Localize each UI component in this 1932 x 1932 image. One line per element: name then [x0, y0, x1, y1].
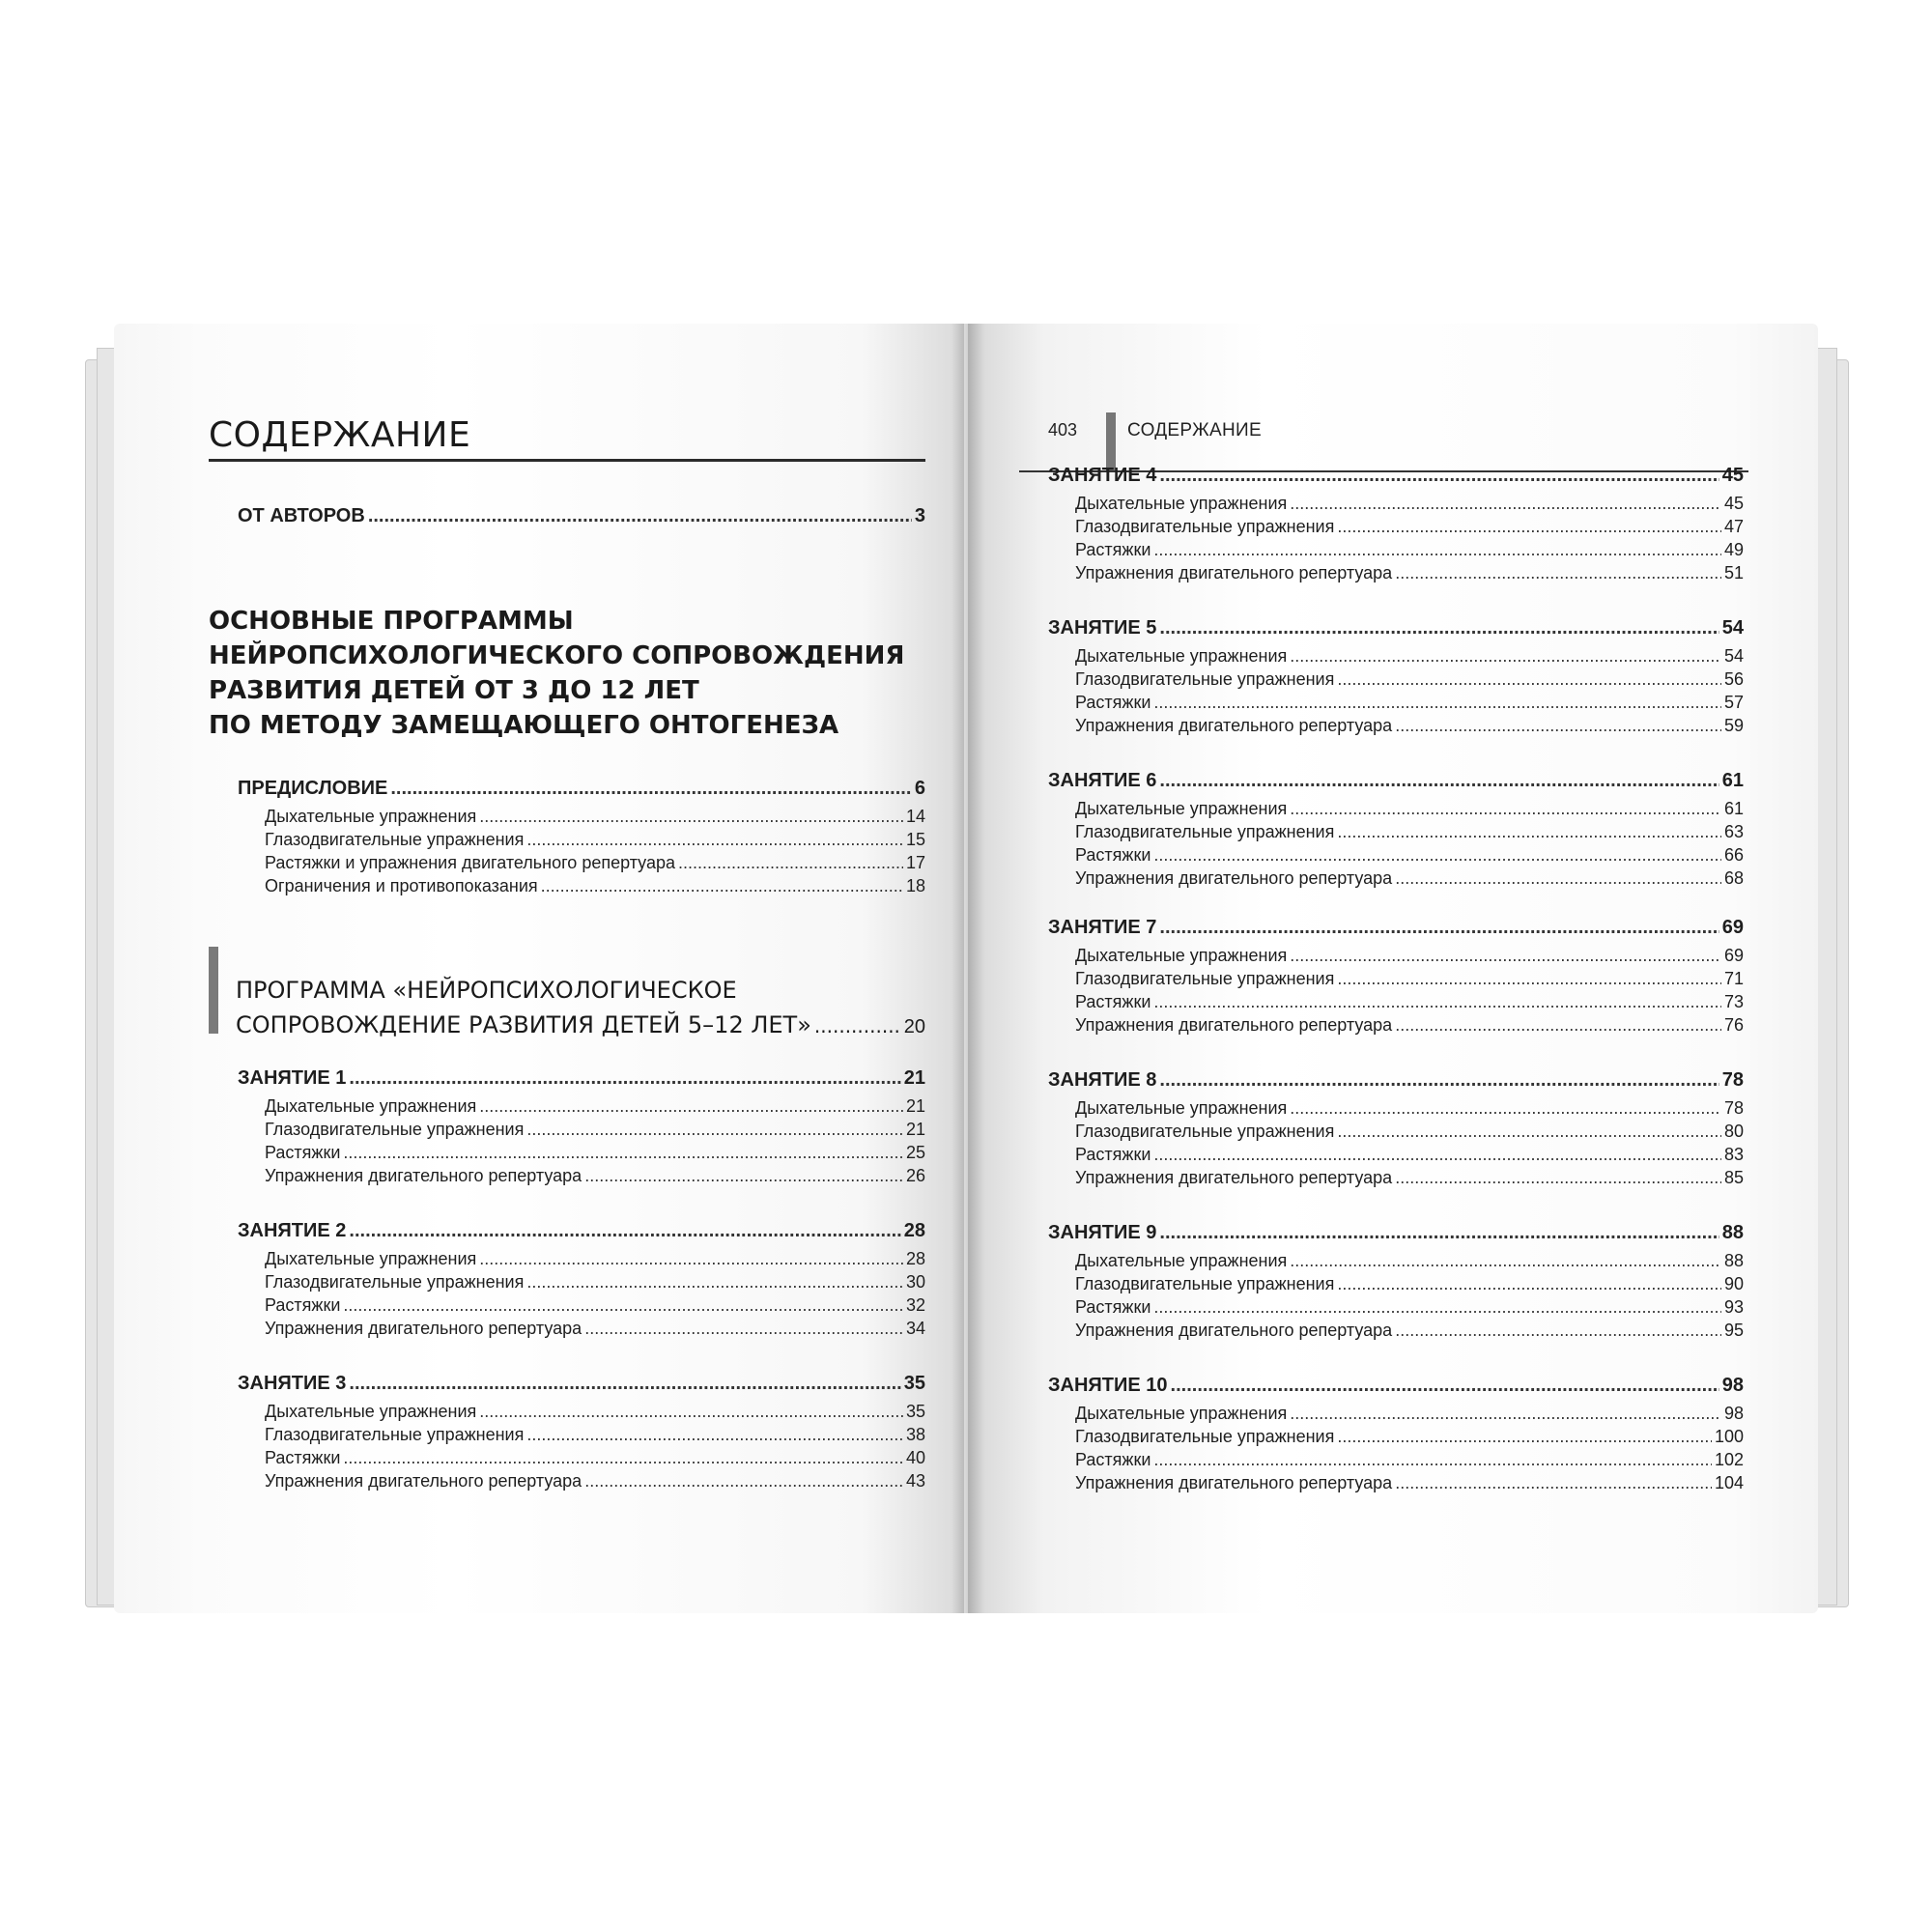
- toc-subentry[interactable]: [265, 1448, 925, 1468]
- toc-subentry[interactable]: [265, 876, 925, 896]
- toc-entry-label: Дыхательные упражнения: [1075, 1098, 1288, 1118]
- toc-entry-label: Упражнения двигательного репертуара: [265, 1166, 582, 1185]
- running-title: СОДЕРЖАНИЕ: [1127, 420, 1262, 440]
- toc-page-number: 49: [1723, 540, 1744, 559]
- toc-subentry[interactable]: [1075, 1168, 1744, 1188]
- toc-page-number: 69: [1723, 946, 1744, 965]
- toc-entry-label: Упражнения двигательного репертуара: [1075, 1473, 1393, 1492]
- toc-leader-dots: [1337, 1274, 1721, 1294]
- toc-subentry[interactable]: [1075, 494, 1744, 514]
- toc-entry-label: Глазодвигательные упражнения: [265, 830, 525, 849]
- toc-page-number: 76: [1723, 1015, 1744, 1035]
- toc-leader-dots: [584, 1319, 903, 1339]
- program-title-text: СОПРОВОЖДЕНИЕ РАЗВИТИЯ ДЕТЕЙ 5–12 ЛЕТ»: [236, 1011, 811, 1038]
- toc-leader-dots: [1153, 1145, 1721, 1165]
- toc-entry-label: Растяжки: [1075, 540, 1151, 559]
- toc-page-number: 57: [1723, 693, 1744, 712]
- toc-entry-lesson-3[interactable]: [238, 1373, 925, 1395]
- toc-page-number: 47: [1723, 517, 1744, 536]
- toc-page-number: 43: [905, 1471, 925, 1491]
- toc-entry-label: Дыхательные упражнения: [1075, 799, 1288, 818]
- toc-leader-dots: [541, 876, 903, 896]
- toc-page-number: 35: [905, 1402, 925, 1421]
- toc-leader-dots: [1290, 494, 1721, 514]
- toc-leader-dots: [1153, 540, 1721, 560]
- toc-page-number: 34: [905, 1319, 925, 1338]
- toc-entry-label: Растяжки: [1075, 845, 1151, 865]
- toc-subentry[interactable]: [1075, 799, 1744, 819]
- header-marker-bar: [1106, 412, 1116, 470]
- toc-subentry[interactable]: [1075, 1251, 1744, 1271]
- toc-entry-label: Растяжки: [265, 1295, 341, 1315]
- toc-page-number: 14: [905, 807, 925, 826]
- toc-entry-label: ЗАНЯТИЕ 5: [1048, 617, 1157, 639]
- toc-page-number: 73: [1723, 992, 1744, 1011]
- toc-entry-label: ЗАНЯТИЕ 6: [1048, 770, 1157, 791]
- section-heading-line: ОСНОВНЫЕ ПРОГРАММЫ: [209, 607, 574, 636]
- toc-subentry[interactable]: [265, 807, 925, 827]
- toc-leader-dots: [1337, 1122, 1721, 1142]
- toc-page-number: 6: [914, 778, 925, 799]
- toc-subentry[interactable]: [1075, 845, 1744, 866]
- toc-page-number: 25: [905, 1143, 925, 1162]
- toc-entry-label: Растяжки: [265, 1143, 341, 1162]
- toc-page-number: 104: [1714, 1473, 1744, 1492]
- toc-subentry[interactable]: [265, 1319, 925, 1339]
- section-heading-line: НЕЙРОПСИХОЛОГИЧЕСКОГО СОПРОВОЖДЕНИЯ: [209, 641, 905, 670]
- toc-leader-dots: [479, 1402, 903, 1422]
- toc-leader-dots: [1153, 1297, 1721, 1318]
- toc-page-number: 98: [1723, 1404, 1744, 1423]
- title-rule: [209, 459, 925, 462]
- toc-subentry[interactable]: [1075, 868, 1744, 889]
- toc-subentry[interactable]: [1075, 1473, 1744, 1493]
- toc-subentry[interactable]: [265, 853, 925, 873]
- toc-leader-dots: [349, 1067, 900, 1090]
- toc-entry-label: Дыхательные упражнения: [1075, 1404, 1288, 1423]
- page-title: СОДЕРЖАНИЕ: [209, 415, 471, 455]
- toc-leader-dots: [1337, 517, 1721, 537]
- toc-entry-label: Ограничения и противопоказания: [265, 876, 538, 895]
- toc-page-number: 35: [903, 1373, 925, 1394]
- toc-page-number: 88: [1721, 1222, 1744, 1243]
- toc-page-number: 85: [1723, 1168, 1744, 1187]
- toc-subentry[interactable]: [1075, 992, 1744, 1012]
- toc-leader-dots: [479, 807, 903, 827]
- toc-entry-label: ЗАНЯТИЕ 10: [1048, 1375, 1168, 1396]
- toc-subentry[interactable]: [1075, 1145, 1744, 1165]
- toc-subentry[interactable]: [1075, 693, 1744, 713]
- toc-page-number: 26: [905, 1166, 925, 1185]
- toc-entry-lesson-7[interactable]: [1048, 917, 1744, 939]
- toc-subentry[interactable]: [1075, 1450, 1744, 1470]
- toc-leader-dots: [1395, 1473, 1712, 1493]
- toc-page-number: 61: [1723, 799, 1744, 818]
- toc-leader-dots: [343, 1448, 903, 1468]
- toc-entry-lesson-4[interactable]: [1048, 465, 1744, 487]
- toc-leader-dots: [584, 1471, 903, 1492]
- toc-page-number: 88: [1723, 1251, 1744, 1270]
- toc-page-number: 83: [1723, 1145, 1744, 1164]
- toc-entry-label: Дыхательные упражнения: [265, 807, 477, 826]
- toc-leader-dots: [1159, 617, 1719, 639]
- toc-entry-label: ЗАНЯТИЕ 3: [238, 1373, 347, 1394]
- toc-entry-label: Глазодвигательные упражнения: [1075, 1122, 1335, 1141]
- toc-page-number: 45: [1721, 465, 1744, 486]
- toc-subentry[interactable]: [1075, 563, 1744, 583]
- toc-entry-label: Дыхательные упражнения: [265, 1096, 477, 1116]
- toc-page-number: 93: [1723, 1297, 1744, 1317]
- toc-entry-label: Упражнения двигательного репертуара: [1075, 716, 1393, 735]
- toc-page-number: 45: [1723, 494, 1744, 513]
- toc-leader-dots: [1395, 868, 1721, 889]
- program-marker-bar: [209, 947, 218, 1034]
- toc-entry-label: Дыхательные упражнения: [1075, 946, 1288, 965]
- toc-subentry[interactable]: [1075, 669, 1744, 690]
- toc-page-number: 3: [914, 505, 925, 526]
- toc-page-number: 21: [905, 1120, 925, 1139]
- toc-entry-authors[interactable]: [238, 505, 925, 527]
- section-heading: [209, 604, 904, 743]
- toc-leader-dots: [1337, 1427, 1712, 1447]
- toc-page-number: 20: [903, 1016, 925, 1037]
- toc-entry-label: Глазодвигательные упражнения: [265, 1272, 525, 1292]
- toc-entry-label: ЗАНЯТИЕ 2: [238, 1220, 347, 1241]
- toc-subentry[interactable]: [265, 1166, 925, 1186]
- toc-leader-dots: [349, 1373, 900, 1395]
- toc-entry-label: Дыхательные упражнения: [265, 1402, 477, 1421]
- toc-page-number: 102: [1714, 1450, 1744, 1469]
- toc-subentry[interactable]: [1075, 646, 1744, 667]
- toc-entry-lesson-10[interactable]: [1048, 1375, 1744, 1397]
- toc-entry-label: Упражнения двигательного репертуара: [1075, 1168, 1393, 1187]
- toc-entry-lesson-5[interactable]: [1048, 617, 1744, 639]
- toc-page-number: 61: [1721, 770, 1744, 791]
- toc-leader-dots: [343, 1143, 903, 1163]
- toc-subentry[interactable]: [265, 1295, 925, 1316]
- toc-leader-dots: [1159, 465, 1719, 487]
- toc-leader-dots: [526, 1120, 903, 1140]
- toc-leader-dots: [1153, 992, 1721, 1012]
- toc-page-number: 66: [1723, 845, 1744, 865]
- toc-page-number: 40: [905, 1448, 925, 1467]
- page-number: 403: [1048, 420, 1078, 440]
- toc-subentry[interactable]: [1075, 822, 1744, 842]
- toc-subentry[interactable]: [265, 1272, 925, 1293]
- toc-page-number: 98: [1721, 1375, 1744, 1396]
- toc-leader-dots: [479, 1096, 903, 1117]
- toc-leader-dots: [1395, 1321, 1721, 1341]
- toc-page-number: 32: [905, 1295, 925, 1315]
- toc-subentry[interactable]: [265, 1143, 925, 1163]
- toc-entry-label: ЗАНЯТИЕ 9: [1048, 1222, 1157, 1243]
- toc-page-number: 30: [905, 1272, 925, 1292]
- section-heading-line: ПО МЕТОДУ ЗАМЕЩАЮЩЕГО ОНТОГЕНЕЗА: [209, 711, 839, 740]
- toc-entry-label: Глазодвигательные упражнения: [265, 1425, 525, 1444]
- toc-entry-lesson-1[interactable]: [238, 1067, 925, 1090]
- toc-leader-dots: [1395, 1015, 1721, 1036]
- toc-subentry[interactable]: [1075, 969, 1744, 989]
- toc-page-number: 63: [1723, 822, 1744, 841]
- toc-entry-label: Упражнения двигательного репертуара: [1075, 868, 1393, 888]
- toc-leader-dots: [1290, 646, 1721, 667]
- toc-page-number: 54: [1723, 646, 1744, 666]
- toc-leader-dots: [1395, 716, 1721, 736]
- toc-leader-dots: [479, 1249, 903, 1269]
- toc-entry-label: Растяжки и упражнения двигательного репертуара: [265, 853, 675, 872]
- toc-subentry[interactable]: [1075, 1274, 1744, 1294]
- toc-subentry[interactable]: [265, 1096, 925, 1117]
- toc-subentry[interactable]: [1075, 716, 1744, 736]
- toc-subentry[interactable]: [1075, 1122, 1744, 1142]
- toc-page-number: 71: [1723, 969, 1744, 988]
- toc-page-number: 17: [905, 853, 925, 872]
- toc-subentry[interactable]: [1075, 540, 1744, 560]
- toc-subentry[interactable]: [1075, 1321, 1744, 1341]
- toc-entry-label: Растяжки: [1075, 1297, 1151, 1317]
- toc-entry-label: Упражнения двигательного репертуара: [1075, 1015, 1393, 1035]
- toc-page-number: 95: [1723, 1321, 1744, 1340]
- toc-entry-label: Дыхательные упражнения: [1075, 1251, 1288, 1270]
- toc-leader-dots: [1290, 799, 1721, 819]
- toc-page-number: 28: [903, 1220, 925, 1241]
- toc-subentry[interactable]: [1075, 1098, 1744, 1119]
- toc-leader-dots: [526, 830, 903, 850]
- toc-entry-label: ЗАНЯТИЕ 4: [1048, 465, 1157, 486]
- toc-page-number: 69: [1721, 917, 1744, 938]
- toc-page-number: 51: [1723, 563, 1744, 582]
- toc-leader-dots: [584, 1166, 903, 1186]
- toc-subentry[interactable]: [265, 1425, 925, 1445]
- book-spine-shadow: [952, 324, 984, 1613]
- toc-entry-lesson-6[interactable]: [1048, 770, 1744, 792]
- toc-entry-program[interactable]: [236, 973, 925, 1044]
- toc-subentry[interactable]: [265, 830, 925, 850]
- toc-page-number: 78: [1723, 1098, 1744, 1118]
- toc-subentry[interactable]: [1075, 946, 1744, 966]
- toc-leader-dots: [1290, 1098, 1721, 1119]
- toc-subentry[interactable]: [1075, 1297, 1744, 1318]
- toc-entry-label: ОТ АВТОРОВ: [238, 505, 365, 526]
- toc-leader-dots: [526, 1272, 903, 1293]
- toc-leader-dots: [1290, 1251, 1721, 1271]
- toc-entry-lesson-2[interactable]: [238, 1220, 925, 1242]
- toc-entry-label: Растяжки: [1075, 1450, 1151, 1469]
- toc-leader-dots: [1153, 845, 1721, 866]
- toc-page-number: 90: [1723, 1274, 1744, 1293]
- toc-entry-label: ЗАНЯТИЕ 7: [1048, 917, 1157, 938]
- toc-leader-dots: [1171, 1375, 1719, 1397]
- toc-page-number: 56: [1723, 669, 1744, 689]
- toc-entry-label: Дыхательные упражнения: [1075, 646, 1288, 666]
- toc-subentry[interactable]: [265, 1471, 925, 1492]
- toc-entry-label: Дыхательные упражнения: [1075, 494, 1288, 513]
- toc-leader-dots: [1395, 563, 1721, 583]
- toc-page-number: 28: [905, 1249, 925, 1268]
- toc-entry-lesson-9[interactable]: [1048, 1222, 1744, 1244]
- toc-entry-label: Растяжки: [1075, 693, 1151, 712]
- toc-entry-label: Глазодвигательные упражнения: [1075, 969, 1335, 988]
- toc-leader-dots: [1153, 693, 1721, 713]
- toc-page-number: 18: [905, 876, 925, 895]
- toc-entry-label: Глазодвигательные упражнения: [1075, 517, 1335, 536]
- toc-leader-dots: [1290, 1404, 1721, 1424]
- toc-page-number: 54: [1721, 617, 1744, 639]
- toc-entry-label: ПРЕДИСЛОВИЕ: [238, 778, 388, 799]
- toc-leader-dots: [1153, 1450, 1712, 1470]
- toc-entry-label: Глазодвигательные упражнения: [1075, 1274, 1335, 1293]
- toc-entry-label: Растяжки: [265, 1448, 341, 1467]
- toc-page-number: 59: [1723, 716, 1744, 735]
- toc-entry-label: Глазодвигательные упражнения: [1075, 822, 1335, 841]
- toc-page-number: 78: [1721, 1069, 1744, 1091]
- toc-leader-dots: [1290, 946, 1721, 966]
- program-title-line: ПРОГРАММА «НЕЙРОПСИХОЛОГИЧЕСКОЕ: [236, 977, 737, 1004]
- toc-subentry[interactable]: [265, 1249, 925, 1269]
- toc-leader-dots: [1159, 770, 1719, 792]
- toc-page-number: 21: [905, 1096, 925, 1116]
- toc-entry-label: Глазодвигательные упражнения: [1075, 1427, 1335, 1446]
- toc-entry-label: Упражнения двигательного репертуара: [1075, 563, 1393, 582]
- toc-leader-dots: [1337, 822, 1721, 842]
- toc-page-number: 68: [1723, 868, 1744, 888]
- toc-subentry[interactable]: [265, 1120, 925, 1140]
- toc-entry-label: Растяжки: [1075, 992, 1151, 1011]
- toc-leader-dots: [343, 1295, 903, 1316]
- toc-entry-label: ЗАНЯТИЕ 8: [1048, 1069, 1157, 1091]
- toc-leader-dots: [1159, 1069, 1719, 1092]
- toc-subentry[interactable]: [1075, 1015, 1744, 1036]
- section-heading-line: РАЗВИТИЯ ДЕТЕЙ ОТ 3 ДО 12 ЛЕТ: [209, 676, 699, 705]
- toc-entry-label: ЗАНЯТИЕ 1: [238, 1067, 347, 1089]
- toc-leader-dots: [368, 505, 912, 527]
- toc-entry-preface[interactable]: [238, 778, 925, 800]
- left-page: [114, 324, 964, 1613]
- toc-page-number: 80: [1723, 1122, 1744, 1141]
- toc-leader-dots: [678, 853, 903, 873]
- toc-leader-dots: [814, 1009, 901, 1043]
- right-page: [968, 324, 1818, 1613]
- toc-subentry[interactable]: [1075, 517, 1744, 537]
- toc-entry-label: Растяжки: [1075, 1145, 1151, 1164]
- toc-leader-dots: [1337, 669, 1721, 690]
- toc-entry-label: Глазодвигательные упражнения: [1075, 669, 1335, 689]
- program-title-line: [236, 1008, 925, 1044]
- toc-entry-label: Упражнения двигательного репертуара: [265, 1471, 582, 1491]
- toc-leader-dots: [1337, 969, 1721, 989]
- toc-entry-label: Упражнения двигательного репертуара: [265, 1319, 582, 1338]
- toc-leader-dots: [526, 1425, 903, 1445]
- toc-leader-dots: [1159, 1222, 1719, 1244]
- toc-entry-lesson-8[interactable]: [1048, 1069, 1744, 1092]
- toc-leader-dots: [1159, 917, 1719, 939]
- toc-subentry[interactable]: [265, 1402, 925, 1422]
- toc-leader-dots: [1395, 1168, 1721, 1188]
- toc-page-number: 21: [903, 1067, 925, 1089]
- toc-leader-dots: [390, 778, 912, 800]
- toc-entry-label: Глазодвигательные упражнения: [265, 1120, 525, 1139]
- toc-leader-dots: [349, 1220, 900, 1242]
- toc-subentry[interactable]: [1075, 1427, 1744, 1447]
- toc-entry-label: Упражнения двигательного репертуара: [1075, 1321, 1393, 1340]
- toc-entry-label: Дыхательные упражнения: [265, 1249, 477, 1268]
- toc-subentry[interactable]: [1075, 1404, 1744, 1424]
- toc-page-number: 100: [1714, 1427, 1744, 1446]
- toc-page-number: 38: [905, 1425, 925, 1444]
- toc-page-number: 15: [905, 830, 925, 849]
